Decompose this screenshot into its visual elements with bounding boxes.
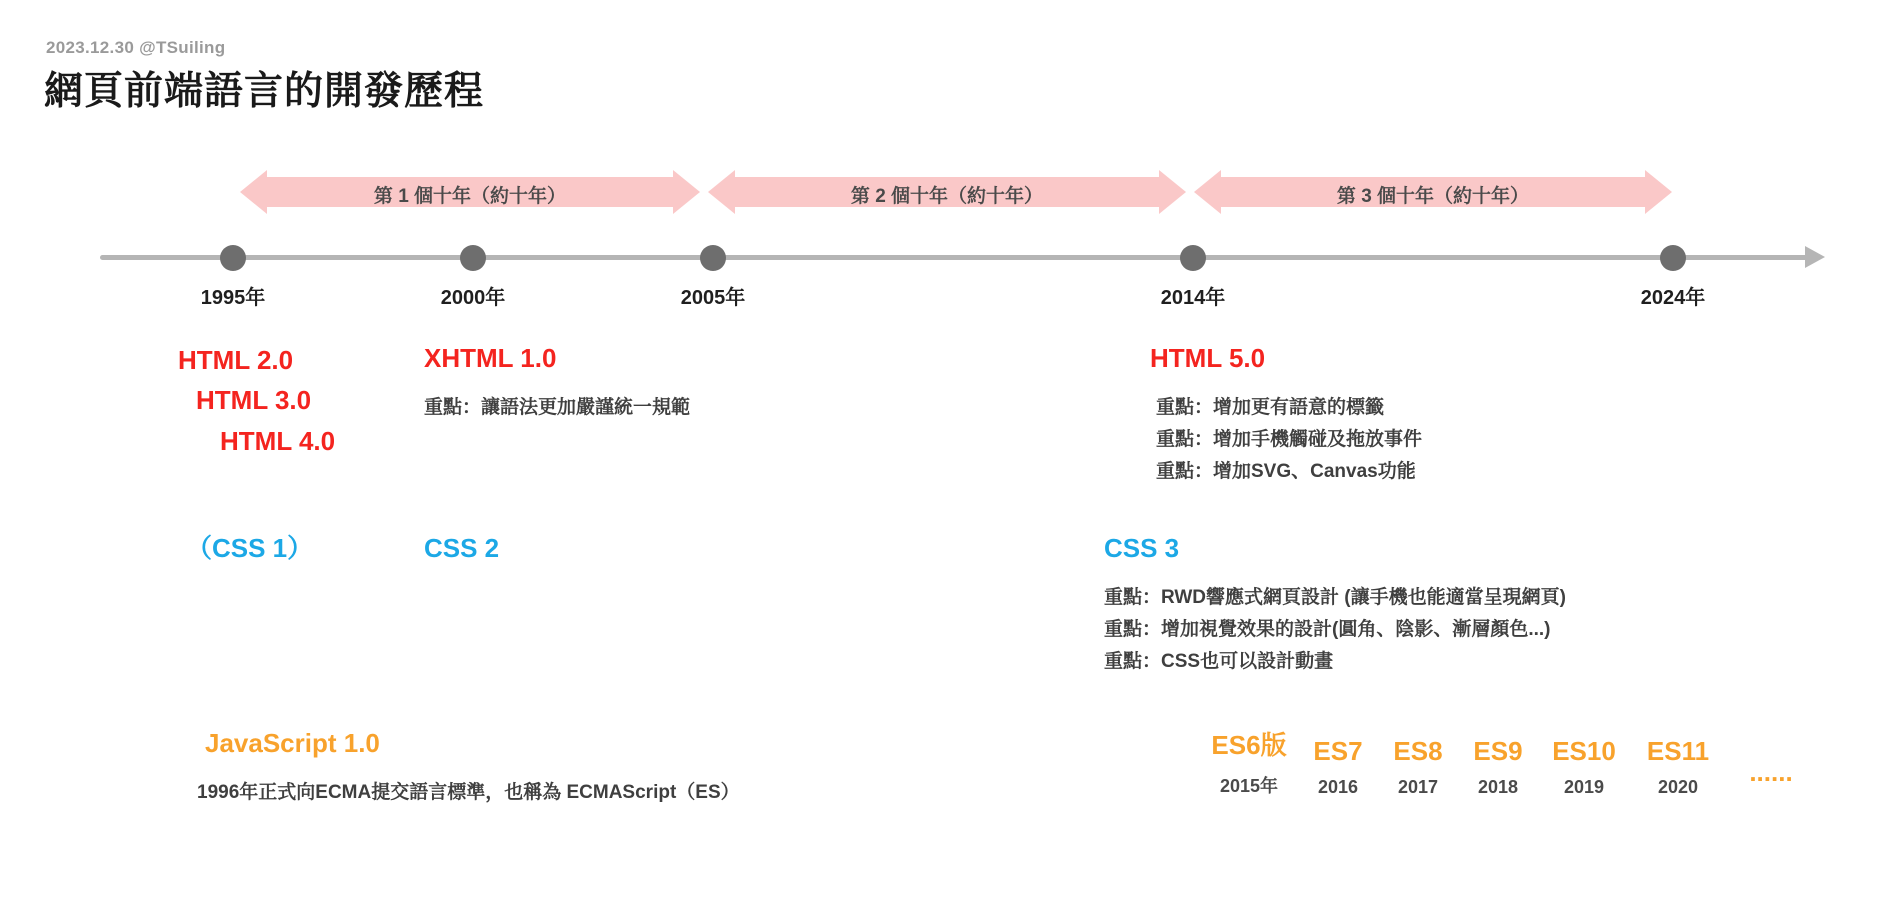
html5-title: HTML 5.0	[1150, 343, 1266, 373]
timeline-node-1995	[220, 245, 246, 271]
html-version-label: HTML 4.0	[220, 425, 336, 456]
css1-title: （CSS 1）	[186, 533, 314, 563]
css2-group	[424, 530, 499, 568]
es-version-item	[1538, 736, 1630, 798]
css2-title: CSS 2	[424, 533, 500, 563]
decade-banner-3	[1194, 170, 1672, 214]
es-version-year: 2016	[1317, 777, 1359, 797]
page-title: 網頁前端語言的開發歷程	[44, 70, 485, 113]
css3-detail: 重點：RWD響應式網頁設計 (讓手機也能適當呈現網頁)	[1104, 586, 1566, 608]
timeline-node-label-2024: 2024年	[1640, 287, 1706, 309]
es-versions-row	[1200, 725, 1816, 798]
es-version-item	[1200, 725, 1298, 798]
css1-group	[186, 530, 313, 568]
page-meta: 2023.12.30 @TSuiling	[46, 38, 226, 57]
css3-group	[1104, 530, 1566, 677]
timeline-node-label-2005: 2005年	[680, 287, 746, 309]
javascript-detail: 1996年正式向ECMA提交語言標準，也稱為 ECMAScript（ES）	[197, 781, 740, 803]
es-version-name: ES10	[1552, 736, 1616, 766]
timeline-node-label-1995: 1995年	[200, 287, 266, 309]
html5-detail: 重點：增加更有語意的標籤	[1156, 396, 1385, 418]
html5-detail: 重點：增加手機觸碰及拖放事件	[1156, 428, 1423, 450]
decade-label: 第 1 個十年（約十年）	[373, 186, 567, 207]
es-version-year: 2017	[1397, 777, 1439, 797]
html-version-label: HTML 2.0	[178, 345, 294, 375]
css3-title: CSS 3	[1104, 533, 1180, 563]
es-version-name: ES11	[1646, 736, 1710, 766]
es-version-name: ......	[1749, 757, 1793, 787]
es-version-year: 2019	[1563, 777, 1605, 797]
es-version-item	[1630, 736, 1726, 798]
javascript-group	[197, 725, 740, 809]
decade-banner-2	[708, 170, 1186, 214]
decade-label: 第 2 個十年（約十年）	[850, 186, 1044, 207]
es-version-item	[1458, 736, 1538, 798]
timeline-node-2005	[700, 245, 726, 271]
es-version-item	[1378, 736, 1458, 798]
es-version-name: ES6版	[1211, 730, 1287, 760]
es-version-item	[1726, 757, 1816, 798]
xhtml-group	[424, 340, 690, 424]
css3-detail: 重點：增加視覺效果的設計(圓角、陰影、漸層顏色...)	[1104, 618, 1551, 640]
html-versions-group	[130, 340, 390, 461]
timeline-node-2014	[1180, 245, 1206, 271]
timeline-axis-arrow-icon	[1805, 246, 1825, 268]
es-version-item	[1298, 736, 1378, 798]
timeline-node-label-2000: 2000年	[440, 287, 506, 309]
xhtml-title: XHTML 1.0	[424, 343, 557, 373]
timeline-node-label-2014: 2014年	[1160, 287, 1226, 309]
es-version-name: ES8	[1393, 736, 1443, 766]
css3-detail: 重點：CSS也可以設計動畫	[1104, 650, 1334, 672]
es-version-name: ES7	[1313, 736, 1363, 766]
timeline-node-2000	[460, 245, 486, 271]
es-version-name: ES9	[1473, 736, 1523, 766]
timeline-node-2024	[1660, 245, 1686, 271]
decade-banner-1	[240, 170, 700, 214]
html5-group	[1150, 340, 1422, 487]
xhtml-detail: 重點：讓語法更加嚴謹統一規範	[424, 396, 691, 418]
html-version-label: HTML 3.0	[196, 385, 312, 416]
es-version-year: 2015年	[1219, 776, 1279, 796]
es-version-year: 2020	[1657, 777, 1699, 797]
html5-detail: 重點：增加SVG、Canvas功能	[1156, 460, 1416, 482]
javascript-title: JavaScript 1.0	[205, 728, 380, 758]
timeline-axis	[100, 255, 1810, 260]
decade-label: 第 3 個十年（約十年）	[1336, 186, 1530, 207]
es-version-year: 2018	[1477, 777, 1519, 797]
